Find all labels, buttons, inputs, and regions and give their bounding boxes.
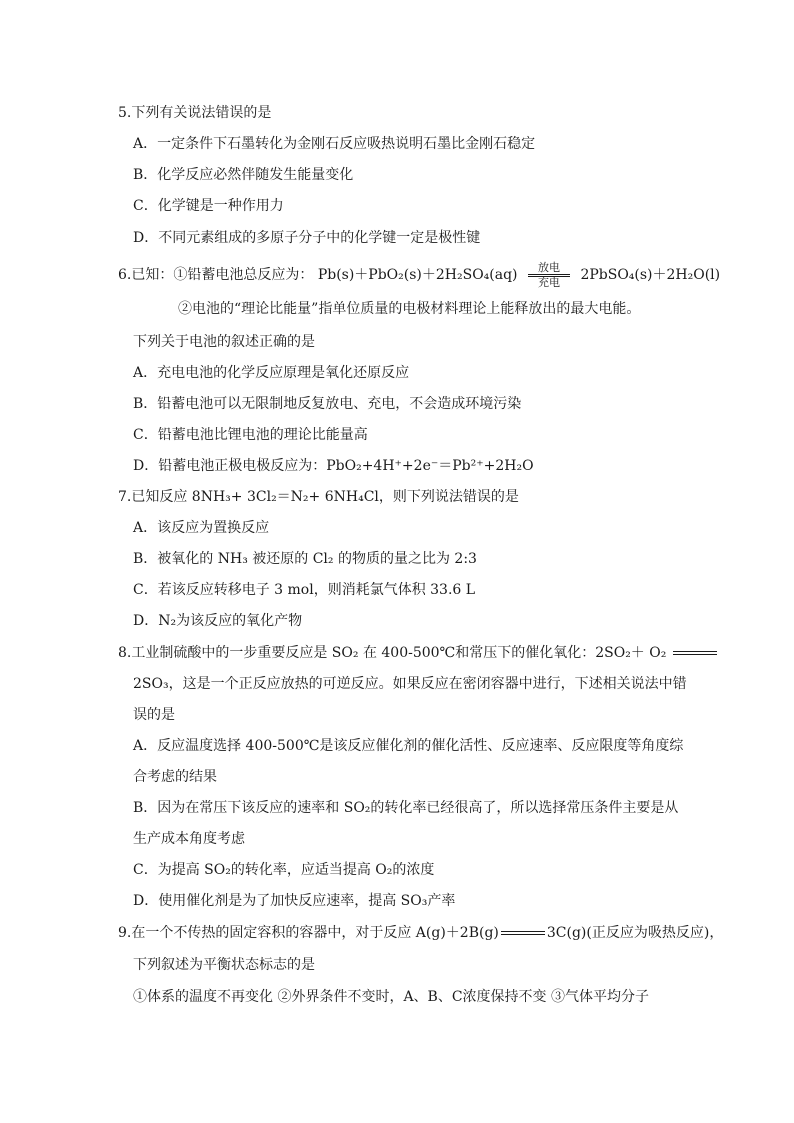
q5-stem: 5.下列有关说法错误的是 — [118, 105, 272, 121]
q7-option-d: D．N₂为该反应的氧化产物 — [133, 613, 303, 629]
q8-option-c: C．为提高 SO₂的转化率，应适当提高 O₂的浓度 — [133, 862, 435, 878]
q6-option-c: C．铅蓄电池比锂电池的理论比能量高 — [133, 427, 368, 443]
q9-stem-line1 — [118, 923, 723, 943]
equilibrium-sign-icon — [501, 929, 545, 937]
q8-stem-line3: 误的是 — [133, 707, 175, 723]
q7-option-c: C．若该反应转移电子 3 mol，则消耗氯气体积 33.6 L — [133, 582, 476, 598]
q6-eq-left: Pb(s)＋PbO₂(s)＋2H₂SO₄(aq) — [317, 267, 518, 283]
q5-option-a: A．一定条件下石墨转化为金刚石反应吸热说明石墨比金刚石稳定 — [133, 136, 536, 152]
q5-option-d: D．不同元素组成的多原子分子中的化学键一定是极性键 — [133, 230, 481, 246]
q8-option-d: D．使用催化剂是为了加快反应速率，提高 SO₃产率 — [133, 893, 456, 909]
q6-ask: 下列关于电池的叙述正确的是 — [133, 334, 315, 350]
q6-stem-prefix: 6.已知：①铅蓄电池总反应为： — [118, 267, 314, 283]
q8-option-b-line2: 生产成本角度考虑 — [133, 831, 245, 847]
arrow-label-charge: 充电 — [537, 276, 560, 289]
q9-stem-line2: 下列叙述为平衡状态标志的是 — [133, 957, 315, 973]
q9-stem-left: 9.在一个不传热的固定容积的容器中，对于反应 A(g)＋2B(g) — [118, 925, 499, 941]
q8-stem-line1 — [118, 643, 719, 663]
q9-stem-right: 3C(g)(正反应为吸热反应)， — [546, 925, 724, 941]
q7-option-b: B．被氧化的 NH₃ 被还原的 Cl₂ 的物质的量之比为 2:3 — [133, 551, 477, 567]
q6-note-2: ②电池的“理论比能量”指单位质量的电极材料理论上能释放出的最大电能。 — [178, 301, 641, 317]
q6-eq-right: 2PbSO₄(s)＋2H₂O(l) — [580, 267, 721, 283]
q6-option-b: B．铅蓄电池可以无限制地反复放电、充电，不会造成环境污染 — [133, 396, 522, 412]
q8-stem-text: 8.工业制硫酸中的一步重要反应是 SO₂ 在 400-500℃和常压下的催化氧化：2SO₂＋ O₂ — [118, 645, 667, 661]
q9-items: ①体系的温度不再变化 ②外界条件不变时，A、B、C浓度保持不变 ③气体平均分子 — [133, 989, 650, 1005]
q5-option-b: B．化学反应必然伴随发生能量变化 — [133, 167, 354, 183]
q8-stem-line2: 2SO₃，这是一个正反应放热的可逆反应。如果反应在密闭容器中进行，下述相关说法中错 — [133, 676, 687, 692]
q7-stem: 7.已知反应 8NH₃+ 3Cl₂＝N₂+ 6NH₄Cl，则下列说法错误的是 — [118, 489, 519, 505]
q7-option-a: A．该反应为置换反应 — [133, 520, 270, 536]
q8-option-a-line1: A．反应温度选择 400-500℃是该反应催化剂的催化活性、反应速率、反应限度等角度综 — [133, 738, 684, 754]
reversible-arrow-icon — [526, 262, 572, 288]
q6-option-a: A．充电电池的化学反应原理是氧化还原反应 — [133, 365, 410, 381]
q5-option-c: C．化学键是一种作用力 — [133, 198, 284, 214]
arrow-label-discharge: 放电 — [537, 261, 560, 274]
equilibrium-sign-icon — [673, 649, 717, 657]
q8-option-b-line1: B．因为在常压下该反应的速率和 SO₂的转化率已经很高了，所以选择常压条件主要是从 — [133, 800, 679, 816]
q8-option-a-line2: 合考虑的结果 — [133, 769, 217, 785]
q6-option-d: D．铅蓄电池正极电极反应为：PbO₂+4H⁺+2e⁻＝Pb²⁺+2H₂O — [133, 458, 534, 474]
q6-stem — [118, 262, 720, 288]
